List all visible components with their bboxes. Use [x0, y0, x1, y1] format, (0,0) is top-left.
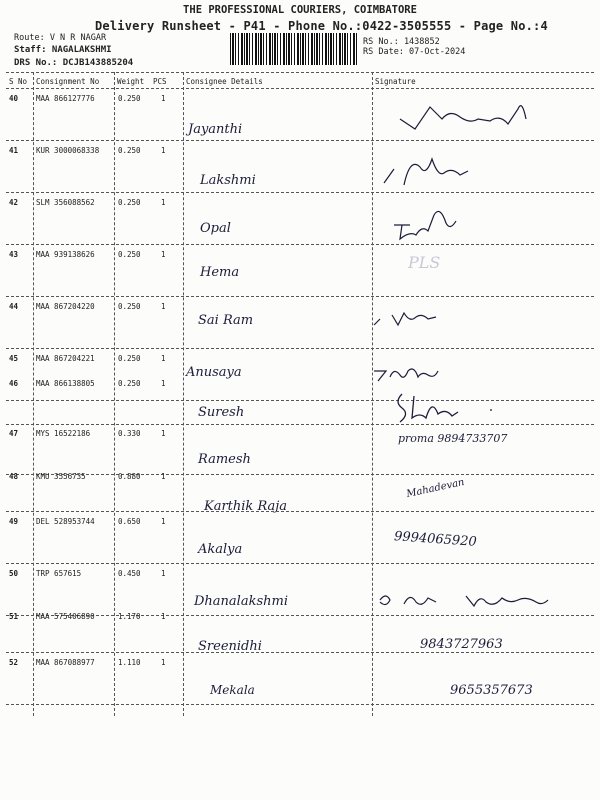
table-row [0, 245, 600, 296]
row-consignment-no: MAA 867088977 [36, 658, 95, 667]
row-pcs: 1 [161, 198, 166, 207]
row-weight: 1.110 [118, 658, 141, 667]
consignee-handwriting: Akalya [198, 542, 243, 557]
row-weight: 0.250 [118, 250, 141, 259]
row-pcs: 1 [161, 250, 166, 259]
row-sno: 50 [9, 569, 19, 578]
consignee-handwriting: Anusaya [186, 365, 242, 380]
row-sno: 48 [9, 472, 19, 481]
consignee-handwriting: Opal [200, 221, 231, 236]
col-header-sno: S No [9, 77, 28, 86]
consignee-handwriting: Suresh [198, 405, 245, 420]
row-weight: 0.250 [118, 146, 141, 155]
signature-text: proma 9894733707 [398, 432, 508, 445]
route-label: Route: V N R NAGAR [14, 33, 107, 43]
consignee-handwriting: Hema [200, 265, 240, 280]
row-consignment-no: MAA 866138805 [36, 379, 95, 388]
row-consignment-no: TRP 657615 [36, 569, 82, 578]
row-pcs: 1 [161, 658, 166, 667]
rs-date: RS Date: 07-Oct-2024 [363, 47, 466, 57]
consignee-handwriting: Mekala [210, 683, 255, 697]
row-sno: 41 [9, 146, 19, 155]
row-sno: 45 [9, 354, 19, 363]
row-consignment-no: KMU 3556735 [36, 472, 86, 481]
row-sno: 51 [9, 612, 19, 621]
row-weight: 0.450 [118, 569, 141, 578]
row-pcs: 1 [161, 569, 166, 578]
row-consignment-no: DEL 528953744 [36, 517, 95, 526]
row-pcs: 1 [161, 146, 166, 155]
signature-text: 9994065920 [393, 529, 478, 550]
col-header-consignee: Consignee Details [186, 77, 263, 86]
row-weight: 0.880 [118, 472, 141, 481]
col-header-weight: Weight [117, 77, 145, 86]
consignee-handwriting: Lakshmi [200, 173, 256, 188]
table-row [0, 141, 600, 192]
row-separator [6, 704, 594, 705]
row-weight: 0.250 [118, 379, 141, 388]
row-sno: 42 [9, 198, 19, 207]
row-pcs: 1 [161, 517, 166, 526]
row-sno: 46 [9, 379, 19, 388]
row-consignment-no: MAA 575406890 [36, 612, 95, 621]
row-pcs: 1 [161, 94, 166, 103]
consignee-handwriting: Sreenidhi [198, 639, 262, 654]
row-consignment-no: KUR 3000068338 [36, 146, 100, 155]
row-pcs: 1 [161, 472, 166, 481]
signature-scribble [390, 195, 470, 241]
consignee-handwriting: Jayanthi [188, 122, 243, 137]
table-row [0, 297, 600, 348]
row-weight: 1.170 [118, 612, 141, 621]
header-rule-top [6, 72, 594, 73]
barcode [230, 33, 358, 65]
row-pcs: 1 [161, 379, 166, 388]
row-pcs: 1 [161, 302, 166, 311]
row-weight: 0.250 [118, 302, 141, 311]
consignee-handwriting: Sai Ram [198, 313, 254, 328]
row-sno: 44 [9, 302, 19, 311]
row-weight: 0.330 [118, 429, 141, 438]
row-sno: 47 [9, 429, 19, 438]
table-row [0, 653, 600, 704]
row-pcs: 1 [161, 612, 166, 621]
row-pcs: 1 [161, 354, 166, 363]
col-header-pcs: PCS [153, 77, 167, 86]
runsheet-subtitle: Delivery Runsheet - P41 - Phone No.:0422-3505555 - Page No.:4 [95, 19, 548, 33]
row-consignment-no: MAA 867204221 [36, 354, 95, 363]
signature-scribble [392, 388, 502, 424]
consignee-handwriting: Dhanalakshmi [194, 594, 288, 609]
table-row [0, 607, 600, 658]
row-pcs: 1 [161, 429, 166, 438]
staff-label: Staff: NAGALAKSHMI [14, 45, 112, 55]
row-weight: 0.650 [118, 517, 141, 526]
signature-text: Mahadevan [405, 476, 466, 501]
signature-text: PLS [408, 253, 441, 272]
row-weight: 0.250 [118, 354, 141, 363]
table-row [0, 512, 600, 563]
row-sno: 40 [9, 94, 19, 103]
row-sno: 49 [9, 517, 19, 526]
signature-scribble [390, 89, 540, 139]
rs-number: RS No.: 1438852 [363, 37, 440, 47]
row-consignment-no: MAA 866127776 [36, 94, 95, 103]
company-title: THE PROFESSIONAL COURIERS, COIMBATORE [183, 4, 417, 16]
signature-scribble [380, 147, 480, 191]
row-consignment-no: MYS 16522186 [36, 429, 91, 438]
signature-scribble [372, 303, 452, 333]
drs-number: DRS No.: DCJB143885204 [14, 58, 134, 68]
row-consignment-no: MAA 867204220 [36, 302, 95, 311]
row-consignment-no: SLM 356088562 [36, 198, 95, 207]
consignee-handwriting: Ramesh [198, 452, 251, 467]
row-weight: 0.250 [118, 94, 141, 103]
table-row [0, 89, 600, 140]
row-sno: 52 [9, 658, 19, 667]
col-header-signature: Signature [375, 77, 416, 86]
row-consignment-no: MAA 939138626 [36, 250, 95, 259]
signature-text: 9655357673 [450, 683, 533, 698]
table-row [0, 193, 600, 244]
row-weight: 0.250 [118, 198, 141, 207]
consignee-handwriting: Karthik Raja [204, 499, 288, 514]
row-sno: 43 [9, 250, 19, 259]
table-row [0, 374, 600, 425]
signature-text: 9843727963 [420, 637, 503, 652]
col-header-consignment: Consignment No [36, 77, 100, 86]
